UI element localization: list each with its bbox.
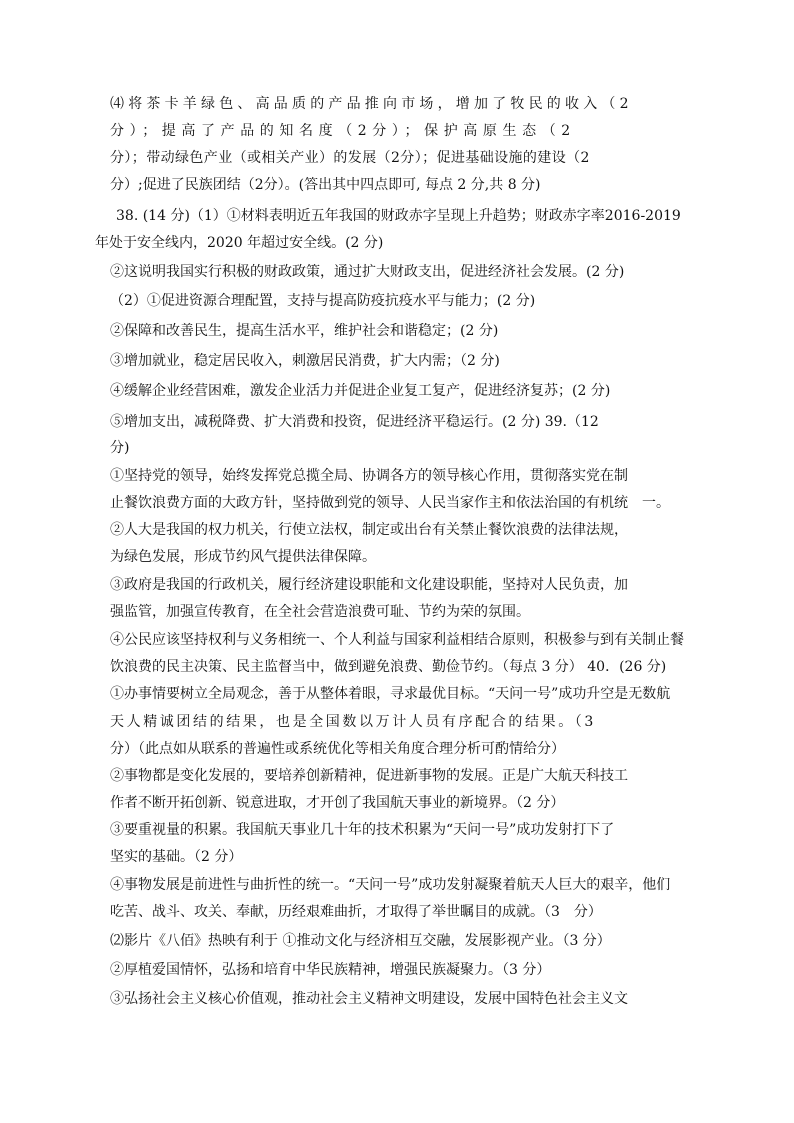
text-line: 吃苦、战斗、攻关、奉献，历经艰难曲折，才取得了举世瞩目的成就。（3 分） (110, 904, 602, 920)
text-line: 分）；提高了产品的知名度（2分）；保护高原生态（2 (110, 123, 576, 139)
text-line: ②人大是我国的权力机关，行使立法权，制定或出台有关禁止餐饮浪费的法律法规， (110, 522, 628, 538)
text-line: 坚实的基础。（2 分） (110, 849, 243, 865)
text-line: 分）；带动绿色产业（或相关产业）的发展（2分）；促进基础设施的建设（2 (110, 150, 590, 166)
text-line: ③弘扬社会主义核心价值观，推动社会主义精神文明建设，发展中国特色社会主义文 (110, 991, 628, 1007)
text-line: ②厚植爱国情怀，弘扬和培育中华民族精神，增强民族凝聚力。（3 分） (110, 962, 551, 978)
text-line: 分）（此点如从联系的普遍性或系统优化等相关角度合理分析可酌情给分） (110, 741, 565, 757)
text-line: ③增加就业，稳定居民收入，刺激居民消费，扩大内需；（2 分) (110, 353, 500, 369)
text-line: ③政府是我国的行政机关，履行经济建设职能和文化建设职能，坚持对人民负责，加 (110, 577, 628, 593)
text-line: ③要重视量的积累。我国航天事业几十年的技术积累为“天问一号”成功发射打下了 (110, 822, 615, 838)
text-line: 天人精诚团结的结果，也是全国数以万计人员有序配合的结果。（3 (110, 714, 596, 730)
text-line: ②这说明我国实行积极的财政政策，通过扩大财政支出，促进经济社会发展。(2 分) (110, 264, 625, 280)
text-line: ②事物都是变化发展的，要培养创新精神，促进新事物的发展。正是广大航天科技工 (110, 768, 628, 784)
text-line: 为绿色发展，形成节约风气提供法律保障。 (110, 549, 376, 565)
text-line: ⑤增加支出，减税降费、扩大消费和投资，促进经济平稳运行。(2 分) 39.（12 (110, 414, 599, 430)
text-line: ⑷将茶卡羊绿色、高品质的产品推向市场，增加了牧民的收入（2 (110, 96, 633, 112)
text-line: 作者不断开拓创新、锐意进取，才开创了我国航天事业的新境界。（2 分） (110, 795, 565, 811)
text-line: ①办事情要树立全局观念，善于从整体着眼，寻求最优目标。“天问一号”成功升空是无数航 (110, 686, 671, 702)
text-line: （2）①促进资源合理配置，支持与提高防疫抗疫水平与能力；(2 分) (110, 293, 536, 309)
text-line: ④缓解企业经营困难，激发企业活力并促进企业复工复产，促进经济复苏；(2 分) (110, 383, 611, 399)
text-line: 分）;促进了民族团结（2分）。(答出其中四点即可, 每点 2 分,共 8 分) (110, 177, 541, 193)
text-line: ⑵影片《八佰》热映有利于 ①推动文化与经济相互交融，发展影视产业。（3 分） (110, 933, 611, 949)
text-line: 止餐饮浪费方面的大政方针，坚持做到党的领导、人民当家作主和依法治国的有机统 一。 (110, 495, 670, 511)
text-line: 强监管，加强宣传教育，在全社会营造浪费可耻、节约为荣的氛围。 (110, 604, 530, 620)
text-line: ④公民应该坚持权利与义务相统一、个人利益与国家利益相结合原则，积极参与到有关制止餐 (110, 632, 684, 648)
text-line: 年处于安全线内，2020 年超过安全线。(2 分) (95, 235, 384, 251)
text-line: 饮浪费的民主决策、民主监督当中，做到避免浪费、勤俭节约。（每点 3 分） 40．(26 分) (110, 659, 667, 675)
text-line: ④事物发展是前进性与曲折性的统一。“天问一号”成功发射凝聚着航天人巨大的艰辛，他们 (110, 877, 671, 893)
text-line: 38. (14 分)（1）①材料表明近五年我国的财政赤字呈现上升趋势；财政赤字率2016-2019 (116, 208, 681, 224)
text-line: 分) (110, 440, 130, 456)
text-line: ①坚持党的领导，始终发挥党总揽全局、协调各方的领导核心作用，贯彻落实党在制 (110, 468, 628, 484)
text-line: ②保障和改善民生，提高生活水平，维护社会和谐稳定；(2 分) (110, 323, 499, 339)
